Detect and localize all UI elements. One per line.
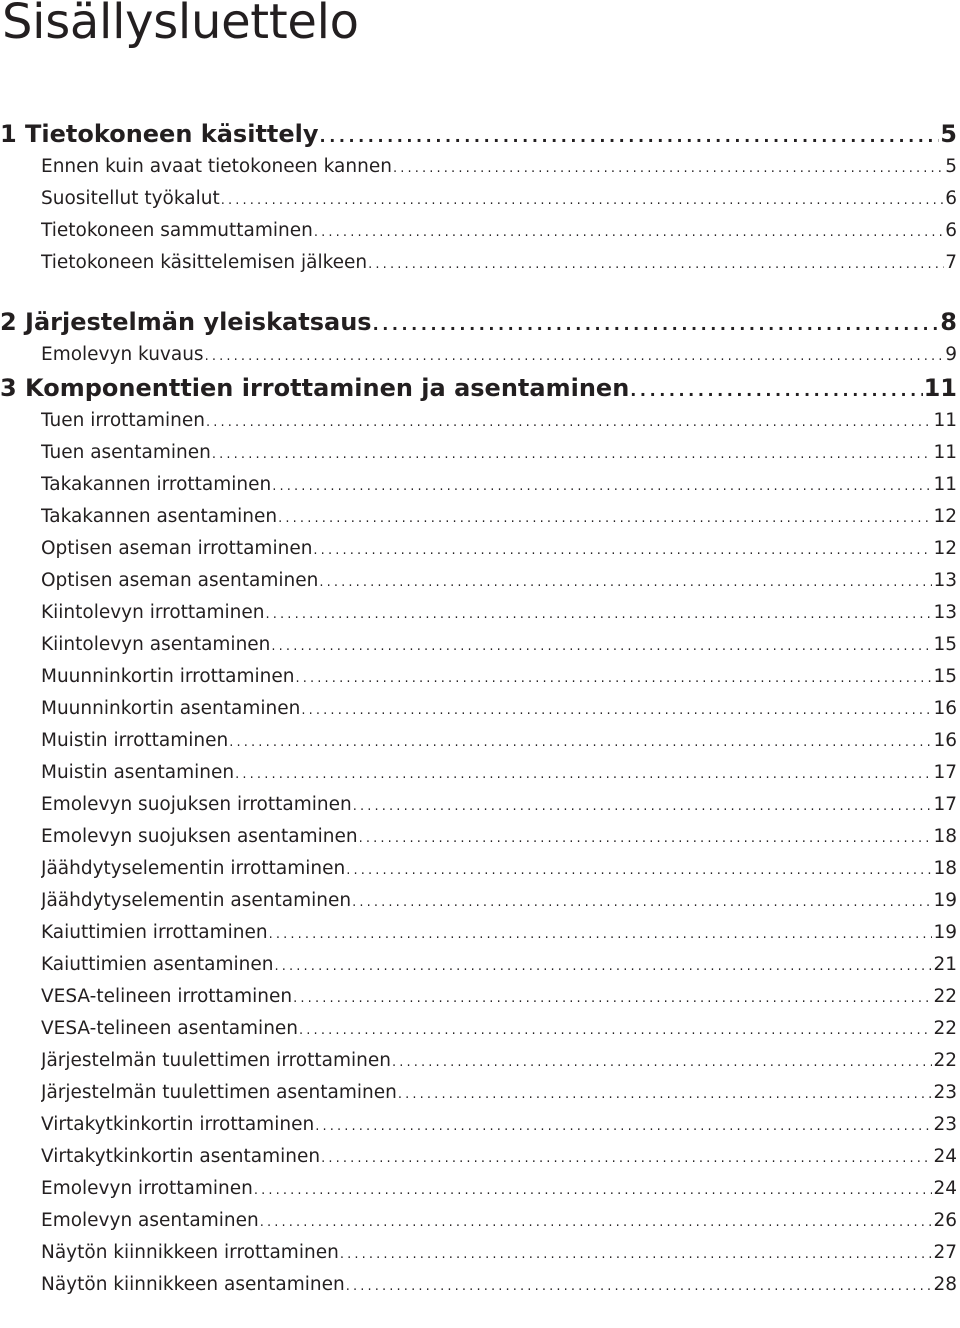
toc-section-entry[interactable] xyxy=(41,826,957,854)
dot-leader xyxy=(630,381,922,400)
toc-entry-label: Järjestelmän tuulettimen asentaminen xyxy=(41,1082,397,1103)
toc-entry-label: Muistin asentaminen xyxy=(41,762,235,783)
dot-leader xyxy=(321,1151,932,1166)
toc-entry-label: Tuen irrottaminen xyxy=(41,410,205,431)
toc-entry-label: Emolevyn kuvaus xyxy=(41,344,204,365)
toc-entry-page-number: 6 xyxy=(945,220,957,241)
toc-section-entry[interactable] xyxy=(41,666,957,694)
toc-entry-page-number: 17 xyxy=(933,794,957,815)
toc-section-entry[interactable] xyxy=(41,474,957,502)
toc-entry-label: Jäähdytyselementin irrottaminen xyxy=(41,858,346,879)
toc-entry-page-number: 15 xyxy=(933,666,957,687)
toc-entry-label: Ennen kuin avaat tietokoneen kannen xyxy=(41,156,392,177)
dot-leader xyxy=(353,799,933,814)
toc-entry-page-number: 28 xyxy=(933,1274,957,1295)
toc-entry-label: Virtakytkinkortin asentaminen xyxy=(41,1146,321,1167)
toc-entry-label: Takakannen asentaminen xyxy=(41,506,278,527)
toc-entry-label: VESA-telineen asentaminen xyxy=(41,1018,299,1039)
dot-leader xyxy=(221,193,945,208)
toc-entry-label: Jäähdytyselementin asentaminen xyxy=(41,890,352,911)
toc-entry-label: Muunninkortin asentaminen xyxy=(41,698,301,719)
toc-section-entry[interactable] xyxy=(41,698,957,726)
toc-section-entry[interactable] xyxy=(41,1114,957,1142)
toc-section-entry[interactable] xyxy=(41,252,957,280)
dot-leader xyxy=(314,225,944,240)
toc-entry-page-number: 22 xyxy=(933,1050,957,1071)
toc-entry-page-number: 15 xyxy=(933,634,957,655)
toc-section-entry[interactable] xyxy=(41,858,957,886)
dot-leader xyxy=(299,1023,932,1038)
toc-entry-label: Tietokoneen sammuttaminen xyxy=(41,220,313,241)
dot-leader xyxy=(393,161,944,176)
toc-entry-page-number: 19 xyxy=(933,890,957,911)
dot-leader xyxy=(212,447,933,462)
toc-section-entry[interactable] xyxy=(41,1210,957,1238)
toc-entry-page-number: 26 xyxy=(933,1210,957,1231)
toc-entry-label: 3 Komponenttien irrottaminen ja asentaminen xyxy=(0,374,630,402)
toc-entry-label: 1 Tietokoneen käsittely xyxy=(0,120,319,148)
dot-leader xyxy=(293,991,932,1006)
toc-entry-page-number: 13 xyxy=(933,570,957,591)
dot-leader xyxy=(313,543,932,558)
dot-leader xyxy=(229,735,932,750)
toc-entry-label: 2 Järjestelmän yleiskatsaus xyxy=(0,308,372,336)
dot-leader xyxy=(352,895,932,910)
toc-entry-page-number: 23 xyxy=(933,1114,957,1135)
dot-leader xyxy=(301,703,932,718)
toc-entry-page-number: 16 xyxy=(933,698,957,719)
dot-leader xyxy=(392,1055,932,1070)
dot-leader xyxy=(398,1087,933,1102)
toc-entry-label: Kaiuttimien asentaminen xyxy=(41,954,274,975)
dot-leader xyxy=(271,639,932,654)
dot-leader xyxy=(359,831,933,846)
toc-entry-page-number: 19 xyxy=(933,922,957,943)
toc-section-entry[interactable] xyxy=(41,410,957,438)
toc-entry-label: Tuen asentaminen xyxy=(41,442,211,463)
toc-section-entry[interactable] xyxy=(41,156,957,184)
toc-entry-label: Suositellut työkalut xyxy=(41,188,220,209)
toc-entry-page-number: 5 xyxy=(940,120,957,148)
dot-leader xyxy=(373,315,940,334)
toc-entry-page-number: 18 xyxy=(933,858,957,879)
dot-leader xyxy=(320,127,940,146)
toc-section-entry[interactable] xyxy=(41,602,957,630)
toc-section-entry[interactable] xyxy=(41,762,957,790)
toc-section-entry[interactable] xyxy=(41,188,957,216)
toc-entry-page-number: 5 xyxy=(945,156,957,177)
toc-entry-page-number: 18 xyxy=(933,826,957,847)
toc-entry-page-number: 12 xyxy=(933,538,957,559)
dot-leader xyxy=(206,415,932,430)
toc-entry-page-number: 22 xyxy=(933,986,957,1007)
dot-leader xyxy=(319,575,932,590)
dot-leader xyxy=(269,927,933,942)
dot-leader xyxy=(254,1183,933,1198)
dot-leader xyxy=(346,863,932,878)
toc-entry-label: Tietokoneen käsittelemisen jälkeen xyxy=(41,252,368,273)
toc-entry-label: Näytön kiinnikkeen irrottaminen xyxy=(41,1242,339,1263)
toc-section-entry[interactable] xyxy=(41,1178,957,1206)
dot-leader xyxy=(274,959,932,974)
toc-section-entry[interactable] xyxy=(41,794,957,822)
toc-entry-page-number: 22 xyxy=(933,1018,957,1039)
dot-leader xyxy=(272,479,932,494)
toc-entry-page-number: 24 xyxy=(933,1178,957,1199)
dot-leader xyxy=(315,1119,932,1134)
toc-entry-label: Muistin irrottaminen xyxy=(41,730,229,751)
toc-entry-page-number: 9 xyxy=(945,344,957,365)
toc-entry-label: Kiintolevyn asentaminen xyxy=(41,634,271,655)
toc-entry-label: Emolevyn irrottaminen xyxy=(41,1178,253,1199)
toc-entry-label: Kaiuttimien irrottaminen xyxy=(41,922,268,943)
toc-section-entry[interactable] xyxy=(41,1274,957,1302)
dot-leader xyxy=(340,1247,933,1262)
toc-section-entry[interactable] xyxy=(41,1018,957,1046)
toc-section-entry[interactable] xyxy=(41,538,957,566)
toc-entry-label: Näytön kiinnikkeen asentaminen xyxy=(41,1274,345,1295)
toc-entry-label: Optisen aseman irrottaminen xyxy=(41,538,313,559)
dot-leader xyxy=(278,511,932,526)
toc-section-entry[interactable] xyxy=(41,344,957,372)
toc-entry-page-number: 7 xyxy=(945,252,957,273)
toc-entry-page-number: 13 xyxy=(933,602,957,623)
toc-section-entry[interactable] xyxy=(41,634,957,662)
toc-section-entry[interactable] xyxy=(41,220,957,248)
toc-entry-page-number: 23 xyxy=(933,1082,957,1103)
dot-leader xyxy=(266,607,933,622)
toc-entry-page-number: 11 xyxy=(933,442,957,463)
toc-entry-label: Takakannen irrottaminen xyxy=(41,474,272,495)
dot-leader xyxy=(295,671,932,686)
toc-chapter-entry[interactable] xyxy=(0,374,957,406)
toc-entry-label: Emolevyn asentaminen xyxy=(41,1210,259,1231)
dot-leader xyxy=(368,257,944,272)
dot-leader xyxy=(205,349,945,364)
toc-section-entry[interactable] xyxy=(41,986,957,1014)
toc-entry-label: Emolevyn suojuksen asentaminen xyxy=(41,826,358,847)
toc-entry-page-number: 24 xyxy=(933,1146,957,1167)
toc-entry-page-number: 16 xyxy=(933,730,957,751)
toc-entry-label: Virtakytkinkortin irrottaminen xyxy=(41,1114,315,1135)
toc-section-entry[interactable] xyxy=(41,1242,957,1270)
toc-entry-page-number: 21 xyxy=(933,954,957,975)
toc-section-entry[interactable] xyxy=(41,1146,957,1174)
toc-section-entry[interactable] xyxy=(41,730,957,758)
toc-chapter-entry[interactable] xyxy=(0,120,957,152)
toc-chapter-entry[interactable] xyxy=(0,308,957,340)
toc-entry-label: Optisen aseman asentaminen xyxy=(41,570,319,591)
toc-entry-page-number: 8 xyxy=(940,308,957,336)
toc-entry-page-number: 17 xyxy=(933,762,957,783)
toc-entry-page-number: 11 xyxy=(933,474,957,495)
toc-entry-label: Kiintolevyn irrottaminen xyxy=(41,602,265,623)
toc-section-entry[interactable] xyxy=(41,922,957,950)
toc-entry-page-number: 11 xyxy=(923,374,957,402)
toc-section-entry[interactable] xyxy=(41,1050,957,1078)
toc-section-entry[interactable] xyxy=(41,954,957,982)
toc-entry-page-number: 12 xyxy=(933,506,957,527)
dot-leader xyxy=(346,1279,933,1294)
toc-entry-label: Järjestelmän tuulettimen irrottaminen xyxy=(41,1050,391,1071)
toc-entry-page-number: 11 xyxy=(933,410,957,431)
toc-entry-label: Emolevyn suojuksen irrottaminen xyxy=(41,794,352,815)
toc-entry-label: VESA-telineen irrottaminen xyxy=(41,986,293,1007)
toc-entry-label: Muunninkortin irrottaminen xyxy=(41,666,295,687)
toc-section-entry[interactable] xyxy=(41,890,957,918)
toc-section-entry[interactable] xyxy=(41,570,957,598)
toc-entry-page-number: 27 xyxy=(933,1242,957,1263)
dot-leader xyxy=(235,767,932,782)
toc-section-entry[interactable] xyxy=(41,506,957,534)
dot-leader xyxy=(260,1215,933,1230)
toc-entry-page-number: 6 xyxy=(945,188,957,209)
page-title: Sisällysluettelo xyxy=(2,0,359,50)
toc-section-entry[interactable] xyxy=(41,1082,957,1110)
toc-section-entry[interactable] xyxy=(41,442,957,470)
